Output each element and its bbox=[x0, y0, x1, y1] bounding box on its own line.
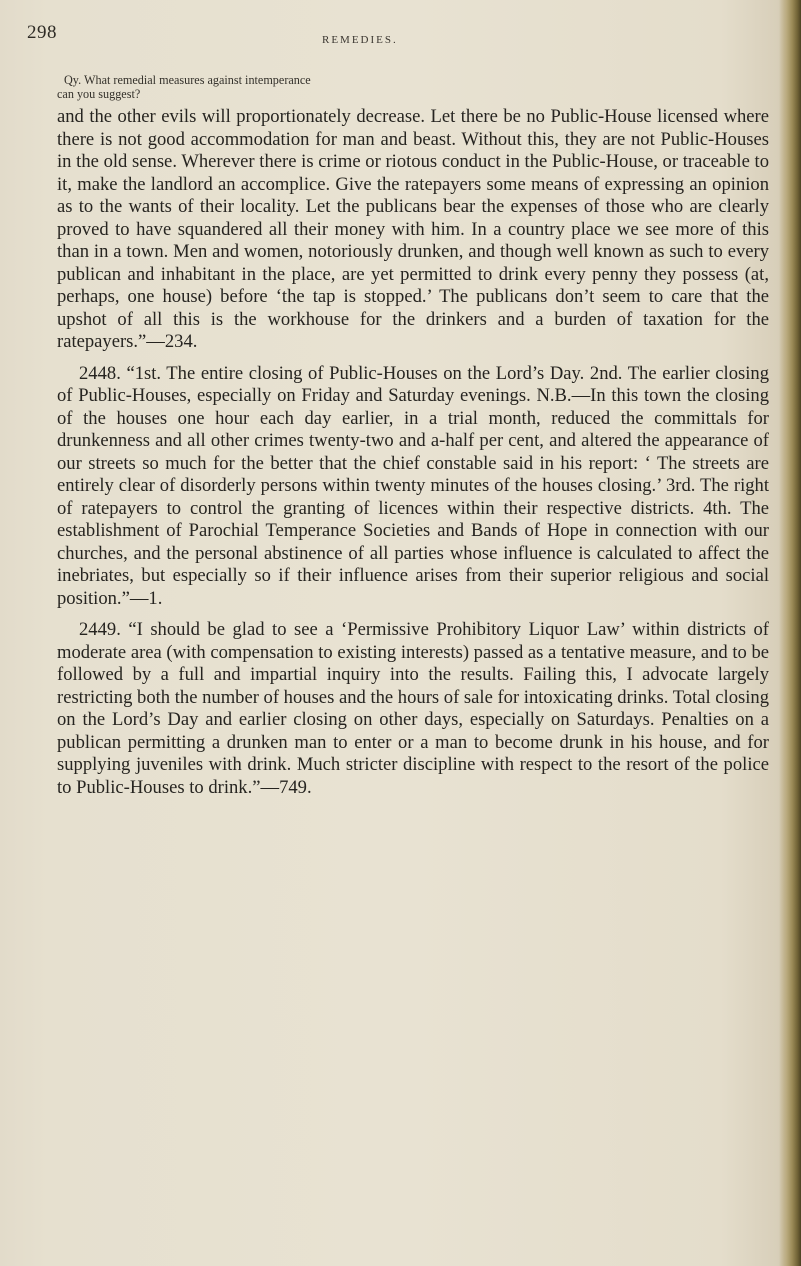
body-text bbox=[57, 106, 769, 808]
side-question: Qy. What remedial measures against intemperance can you suggest? bbox=[57, 73, 311, 101]
paragraph-2448: 2448. “1st. The entire closing of Public-Houses on the Lord’s Day. 2nd. The earlier closing of Public-Houses, especially on Friday and Saturday evenings. N.B.—In this town the closing of the houses one hour each day earlier, in a trial month, reduced the committals for drunkenness and all other crimes twenty-two and a-half per cent, and altered the appearance of our streets so much for the better that the chief constable said in his report: ‘ The streets are entirely clear of disorderly persons within twenty minutes of the houses closing.’ 3rd. The right of ratepayers to control the granting of licences within their respective districts. 4th. The establishment of Parochial Temperance Societies and Bands of Hope in connection with our churches, and the personal abstinence of all parties whose influence is calculated to affect the inebriates, but especially so if their influence arises from their superior religious and social position.”—1. bbox=[57, 362, 769, 609]
page-number: 298 bbox=[27, 22, 57, 43]
page-binding-edge bbox=[779, 0, 801, 1266]
paragraph-2449: 2449. “I should be glad to see a ‘Permissive Prohibitory Liquor Law’ within districts of moderate area (with compensation to existing interests) passed as a tentative measure, and to be followed by a full and impartial inquiry into the results. Failing this, I advocate largely restricting both the number of houses and the hours of sale for intoxicating drinks. Total closing on the Lord’s Day and earlier closing on other days, especially on Saturdays. Penalties on a publican permitting a drunken man to enter or a man to become drunk in his house, and for supplying juveniles with drink. Much stricter discipline with respect to the resort of the police to Public-Houses to drink.”—749. bbox=[57, 619, 770, 798]
running-head: REMEDIES. bbox=[322, 34, 398, 46]
paragraph-continuation: and the other evils will proportionately decrease. Let there be no Public-House licensed where there is not good accommodation for man and beast. Without this, they are not Public-Houses in the old sense. Wherever there is crime or riotous conduct in the Public-House, or traceable to it, make the landlord an accomplice. Give the ratepayers some means of expressing an opinion as to the wants of their locality. Let the publicans bear the expenses of those who are clearly proved to have squandered all their money with him. In a country place we see more of this than in a town. Men and women, notoriously drunken, and though well known as such to every publican and inhabitant in the place, are yet permitted to drink every penny they possess (at, perhaps, one house) before ‘the tap is stopped.’ The publicans don’t seem to care that the upshot of all this is the workhouse for the drinkers and a burden of taxation for the ratepayers.”—234. bbox=[57, 106, 769, 352]
